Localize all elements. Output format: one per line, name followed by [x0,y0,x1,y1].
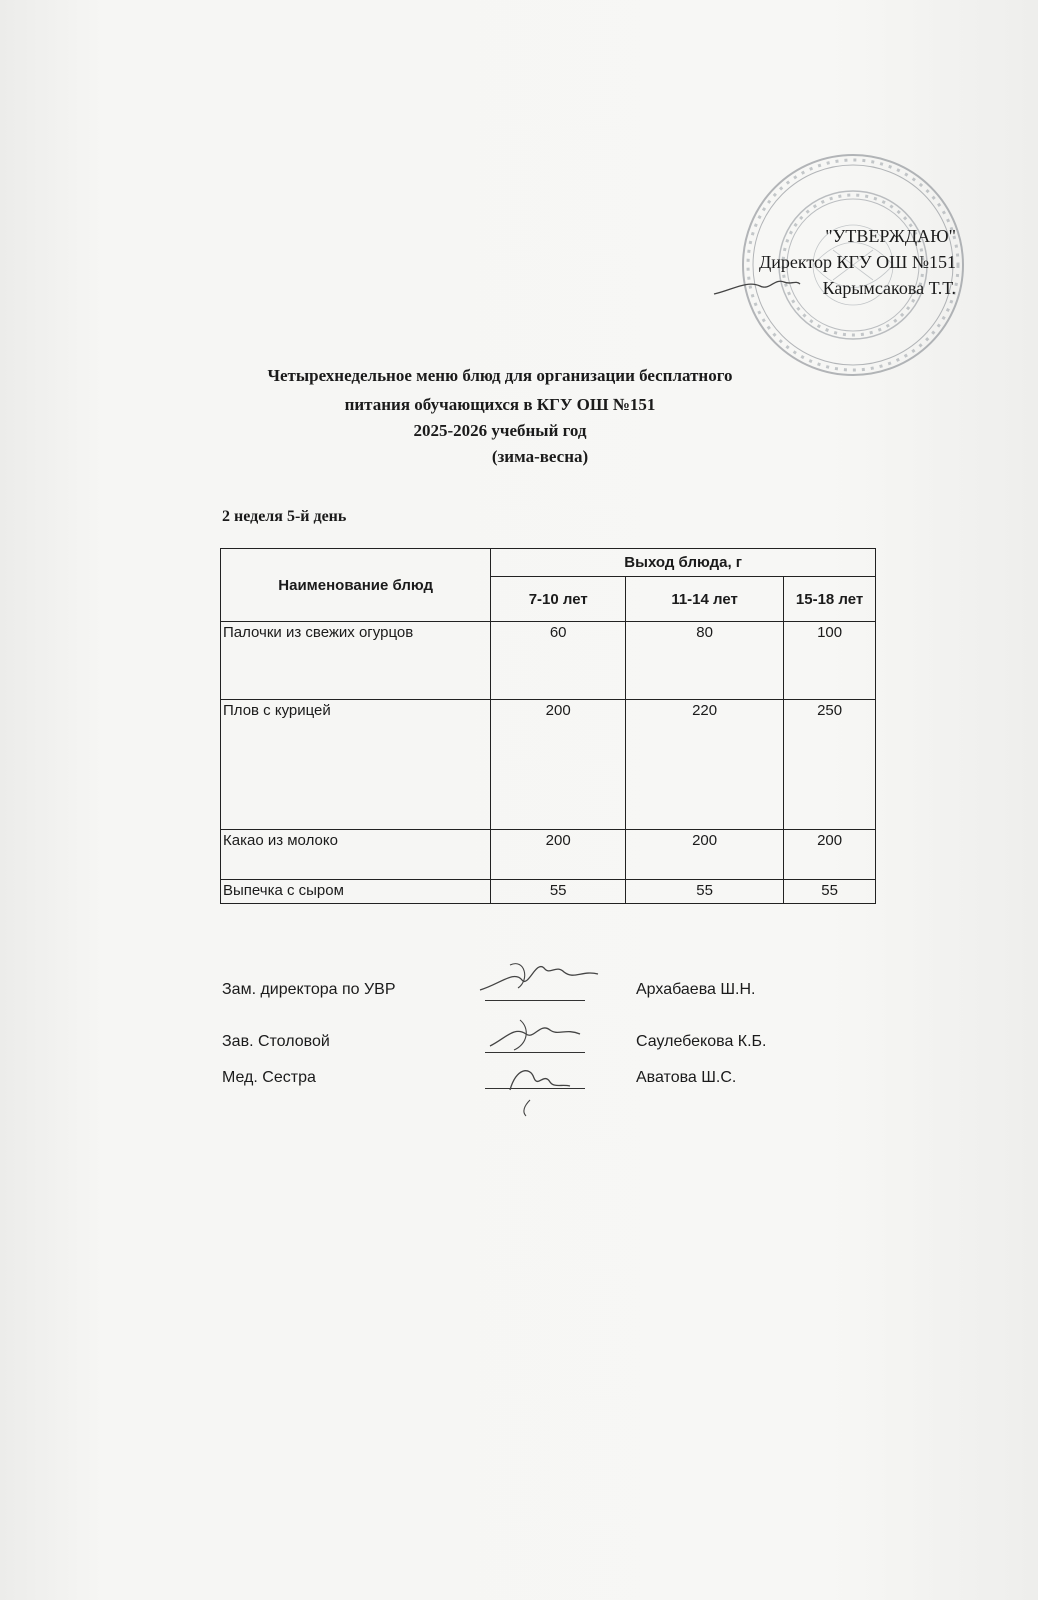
dish-output-15-18: 200 [784,830,876,880]
column-header-age-15-18: 15-18 лет [784,577,876,622]
dish-output-7-10: 200 [491,830,626,880]
handwritten-signature [470,1048,610,1118]
director-signature [712,272,802,302]
dish-name: Выпечка с сыром [221,880,491,904]
approval-position: Директор КГУ ОШ №151 [758,252,956,272]
signature-position: Зав. Столовой [222,1033,330,1050]
table-row [221,622,876,700]
dish-output-7-10: 60 [491,622,626,700]
dish-output-11-14: 200 [626,830,784,880]
signature-position: Зам. директора по УВР [222,981,396,998]
dish-output-11-14: 220 [626,700,784,830]
signature-position: Мед. Сестра [222,1069,316,1086]
table-row [221,830,876,880]
table-row [221,700,876,830]
dish-output-11-14: 80 [626,622,784,700]
dish-output-15-18: 55 [784,880,876,904]
approval-name: Карымсакова Т.Т. [822,278,956,298]
table-row [221,880,876,904]
column-header-age-11-14: 11-14 лет [626,577,784,622]
dish-name: Какао из молоко [221,830,491,880]
dish-output-15-18: 100 [784,622,876,700]
signatory-name: Саулебекова К.Б. [636,1033,767,1050]
title-season: (зима-весна) [491,447,589,466]
dish-output-15-18: 250 [784,700,876,830]
dish-name: Палочки из свежих огурцов [221,622,491,700]
signatory-name: Архабаева Ш.Н. [636,981,756,998]
dish-output-11-14: 55 [626,880,784,904]
week-day-label: 2 неделя 5-й день [222,508,347,525]
signatory-name: Аватова Ш.С. [636,1069,737,1086]
handwritten-signature [470,950,610,1010]
column-header-output: Выход блюда, г [491,549,876,577]
dish-output-7-10: 55 [491,880,626,904]
column-header-dish-name: Наименование блюд [221,549,491,622]
column-header-age-7-10: 7-10 лет [491,577,626,622]
menu-table [220,548,876,904]
dish-output-7-10: 200 [491,700,626,830]
title-line-1: Четырехнедельное меню блюд для организации бесплатного [267,366,733,385]
approval-label: "УТВЕРЖДАЮ" [825,226,956,246]
title-year: 2025-2026 учебный год [413,421,587,440]
dish-name: Плов с курицей [221,700,491,830]
title-line-2: питания обучающихся в КГУ ОШ №151 [344,395,656,414]
